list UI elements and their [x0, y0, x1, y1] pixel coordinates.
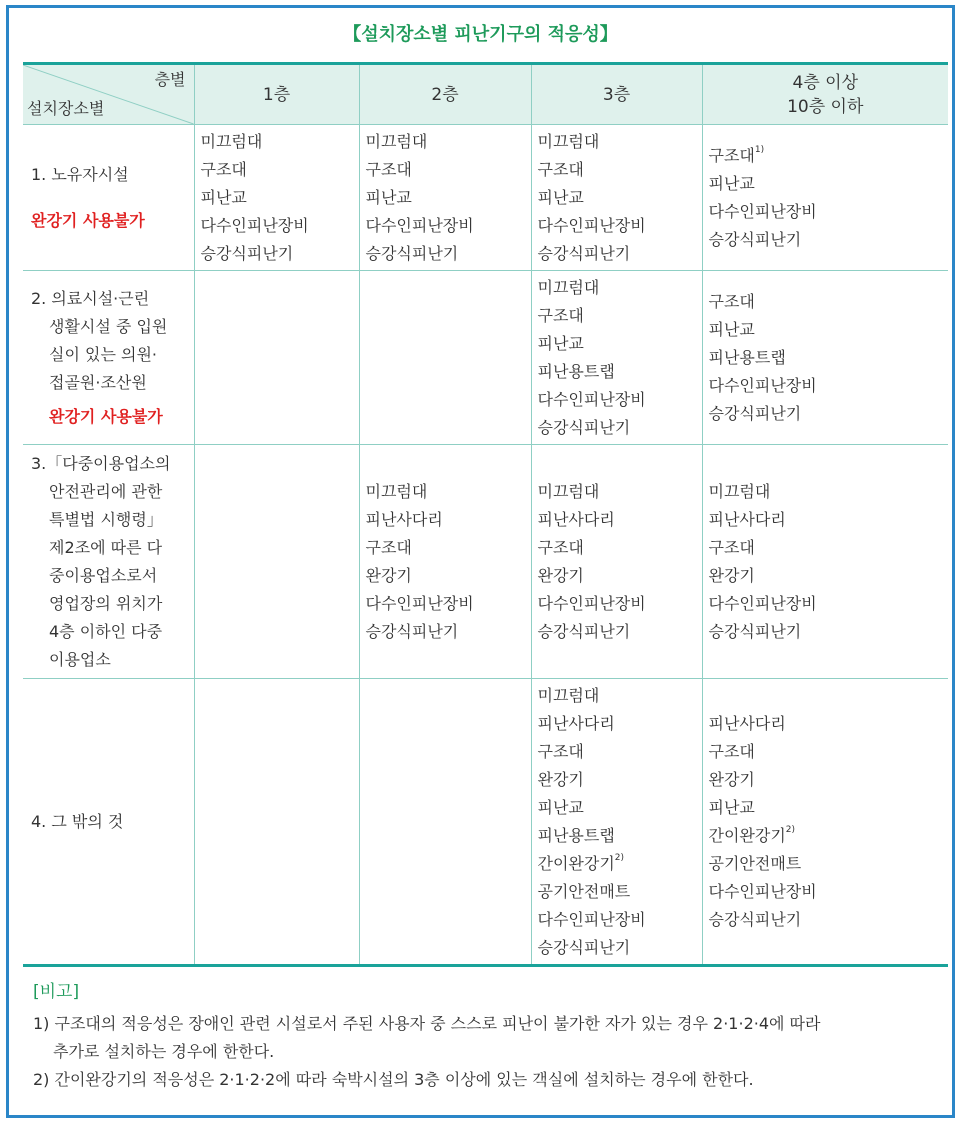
- list-item: 승강식피난기: [537, 243, 631, 263]
- list-item: 승강식피난기: [537, 937, 631, 957]
- list-item: 피난교: [537, 187, 584, 207]
- list-item: 구조대: [708, 741, 755, 761]
- list-item: 미끄럼대: [365, 481, 428, 501]
- list-item: 피난용트랩: [537, 361, 615, 381]
- list-item: 승강식피난기: [365, 621, 459, 641]
- footnote-ref: 2): [614, 853, 625, 864]
- header-row: [23, 64, 948, 125]
- footnote-ref: 2): [785, 825, 796, 836]
- floor-header-label: 층별: [154, 70, 186, 89]
- list-item: 다수인피난장비: [365, 215, 474, 235]
- place-line: 영업장의 위치가: [49, 593, 163, 613]
- list-item: 미끄럼대: [365, 131, 428, 151]
- list-item: 구조대: [708, 291, 755, 311]
- floor4-cell: [702, 679, 948, 966]
- place-cell: [23, 125, 194, 271]
- header-floor-4-line2: 10층 이하: [787, 96, 864, 117]
- list-item: 구조대$^{1)}$: [708, 145, 765, 165]
- place-cell: [23, 679, 194, 966]
- list-item: 다수인피난장비: [537, 389, 646, 409]
- list-item: 승강식피난기: [708, 909, 802, 929]
- list-item: 다수인피난장비: [537, 593, 646, 613]
- header-floor-2: 2층: [359, 64, 531, 125]
- header-floor-3: 3층: [531, 64, 702, 125]
- list-item: 다수인피난장비: [537, 215, 646, 235]
- floor2-cell: [359, 679, 531, 966]
- list-item: 미끄럼대: [537, 131, 600, 151]
- floor1-cell: [194, 445, 359, 679]
- place-line: 3.「다중이용업소의: [31, 453, 171, 473]
- list-item: 완강기: [365, 565, 412, 585]
- place-cell: [23, 271, 194, 445]
- list-item: 피난교: [708, 797, 755, 817]
- list-item: 구조대: [365, 159, 412, 179]
- floor3-cell: [531, 271, 702, 445]
- note-1: 1) 구조대의 적응성은 장애인 관련 시설로서 주된 사용자 중 스스로 피난이 불가한 자가 있는 경우 2·1·2·4에 따라: [33, 1014, 821, 1033]
- place-line: 이용업소: [49, 649, 111, 669]
- floor1-cell: [194, 679, 359, 966]
- list-item: 구조대: [708, 537, 755, 557]
- list-item: 승강식피난기: [537, 417, 631, 437]
- list-item: 완강기: [708, 769, 755, 789]
- list-item: 승강식피난기: [537, 621, 631, 641]
- place-line: 1. 노유자시설: [31, 164, 129, 184]
- list-item: 완강기: [537, 769, 584, 789]
- note-1-continued: 추가로 설치하는 경우에 한한다.: [53, 1042, 275, 1061]
- floor2-cell: [359, 125, 531, 271]
- table-title: 【설치장소별 피난기구의 적응성】: [343, 24, 618, 45]
- notes-section: [33, 978, 938, 1094]
- table-row: [23, 125, 948, 271]
- place-line: 생활시설 중 입원: [49, 316, 168, 336]
- place-line: 접골원·조산원: [49, 372, 147, 392]
- header-floor-1: 1층: [194, 64, 359, 125]
- diagonal-header-cell: [23, 64, 194, 125]
- list-item: 구조대: [200, 159, 247, 179]
- list-item: 완강기: [708, 565, 755, 585]
- list-item: 공기안전매트: [708, 853, 802, 873]
- list-item: 다수인피난장비: [708, 201, 817, 221]
- list-item: 피난교: [537, 333, 584, 353]
- list-item: 간이완강기$^{2)}$: [708, 825, 796, 845]
- floor4-cell: [702, 271, 948, 445]
- floor1-cell: [194, 125, 359, 271]
- list-item: 다수인피난장비: [708, 593, 817, 613]
- list-item: 피난사다리: [708, 713, 786, 733]
- place-line: 특별법 시행령」: [49, 509, 163, 529]
- list-item: 완강기: [537, 565, 584, 585]
- place-line: 중이용업소로서: [49, 565, 158, 585]
- list-item: 승강식피난기: [708, 621, 802, 641]
- floor3-cell: [531, 679, 702, 966]
- floor3-cell: [531, 125, 702, 271]
- floor2-cell: [359, 445, 531, 679]
- list-item: 다수인피난장비: [537, 909, 646, 929]
- list-item: 다수인피난장비: [708, 375, 817, 395]
- adaptability-table: [23, 62, 948, 967]
- list-item: 피난용트랩: [708, 347, 786, 367]
- note-2: 2) 간이완강기의 적응성은 2·1·2·2에 따라 숙박시설의 3층 이상에 있는 객실에 설치하는 경우에 한한다.: [33, 1070, 754, 1089]
- floor3-cell: [531, 445, 702, 679]
- footnote-ref: 1): [754, 145, 765, 156]
- table-row: [23, 679, 948, 966]
- floor1-cell: [194, 271, 359, 445]
- header-floor-4-line1: 4층 이상: [792, 72, 858, 93]
- list-item: 피난교: [708, 173, 755, 193]
- place-line: 2. 의료시설·근린: [31, 288, 150, 308]
- floor4-cell: [702, 445, 948, 679]
- list-item: 미끄럼대: [200, 131, 263, 151]
- warning-label: 완강기 사용불가: [31, 210, 145, 230]
- list-item: 간이완강기$^{2)}$: [537, 853, 625, 873]
- list-item: 피난사다리: [537, 713, 615, 733]
- list-item: 피난교: [200, 187, 247, 207]
- list-item: 다수인피난장비: [200, 215, 309, 235]
- list-item: 피난교: [708, 319, 755, 339]
- list-item: 구조대: [365, 537, 412, 557]
- place-line: 안전관리에 관한: [49, 481, 163, 501]
- list-item: 공기안전매트: [537, 881, 631, 901]
- place-line: 실이 있는 의원·: [49, 344, 157, 364]
- list-item: 구조대: [537, 741, 584, 761]
- place-line: 4. 그 밖의 것: [31, 811, 124, 831]
- list-item: 미끄럼대: [537, 481, 600, 501]
- list-item: 승강식피난기: [365, 243, 459, 263]
- floor4-cell: [702, 125, 948, 271]
- table-row: [23, 445, 948, 679]
- table-frame: [6, 5, 955, 1118]
- list-item: 피난사다리: [537, 509, 615, 529]
- floor2-cell: [359, 271, 531, 445]
- header-floor-4-10: [702, 64, 948, 125]
- list-item: 구조대: [537, 159, 584, 179]
- list-item: 미끄럼대: [537, 277, 600, 297]
- notes-title: [비고]: [33, 982, 80, 1002]
- place-cell: [23, 445, 194, 679]
- list-item: 승강식피난기: [708, 229, 802, 249]
- table-row: [23, 271, 948, 445]
- place-header-label: 설치장소별: [27, 99, 105, 118]
- place-line: 제2조에 따른 다: [49, 537, 163, 557]
- list-item: 승강식피난기: [708, 403, 802, 423]
- list-item: 피난교: [537, 797, 584, 817]
- list-item: 구조대: [537, 537, 584, 557]
- list-item: 미끄럼대: [708, 481, 771, 501]
- list-item: 피난교: [365, 187, 412, 207]
- warning-label: 완강기 사용불가: [49, 406, 163, 426]
- list-item: 피난용트랩: [537, 825, 615, 845]
- list-item: 다수인피난장비: [365, 593, 474, 613]
- list-item: 구조대: [537, 305, 584, 325]
- place-line: 4층 이하인 다중: [49, 621, 163, 641]
- list-item: 피난사다리: [365, 509, 443, 529]
- list-item: 다수인피난장비: [708, 881, 817, 901]
- list-item: 미끄럼대: [537, 685, 600, 705]
- list-item: 승강식피난기: [200, 243, 294, 263]
- list-item: 피난사다리: [708, 509, 786, 529]
